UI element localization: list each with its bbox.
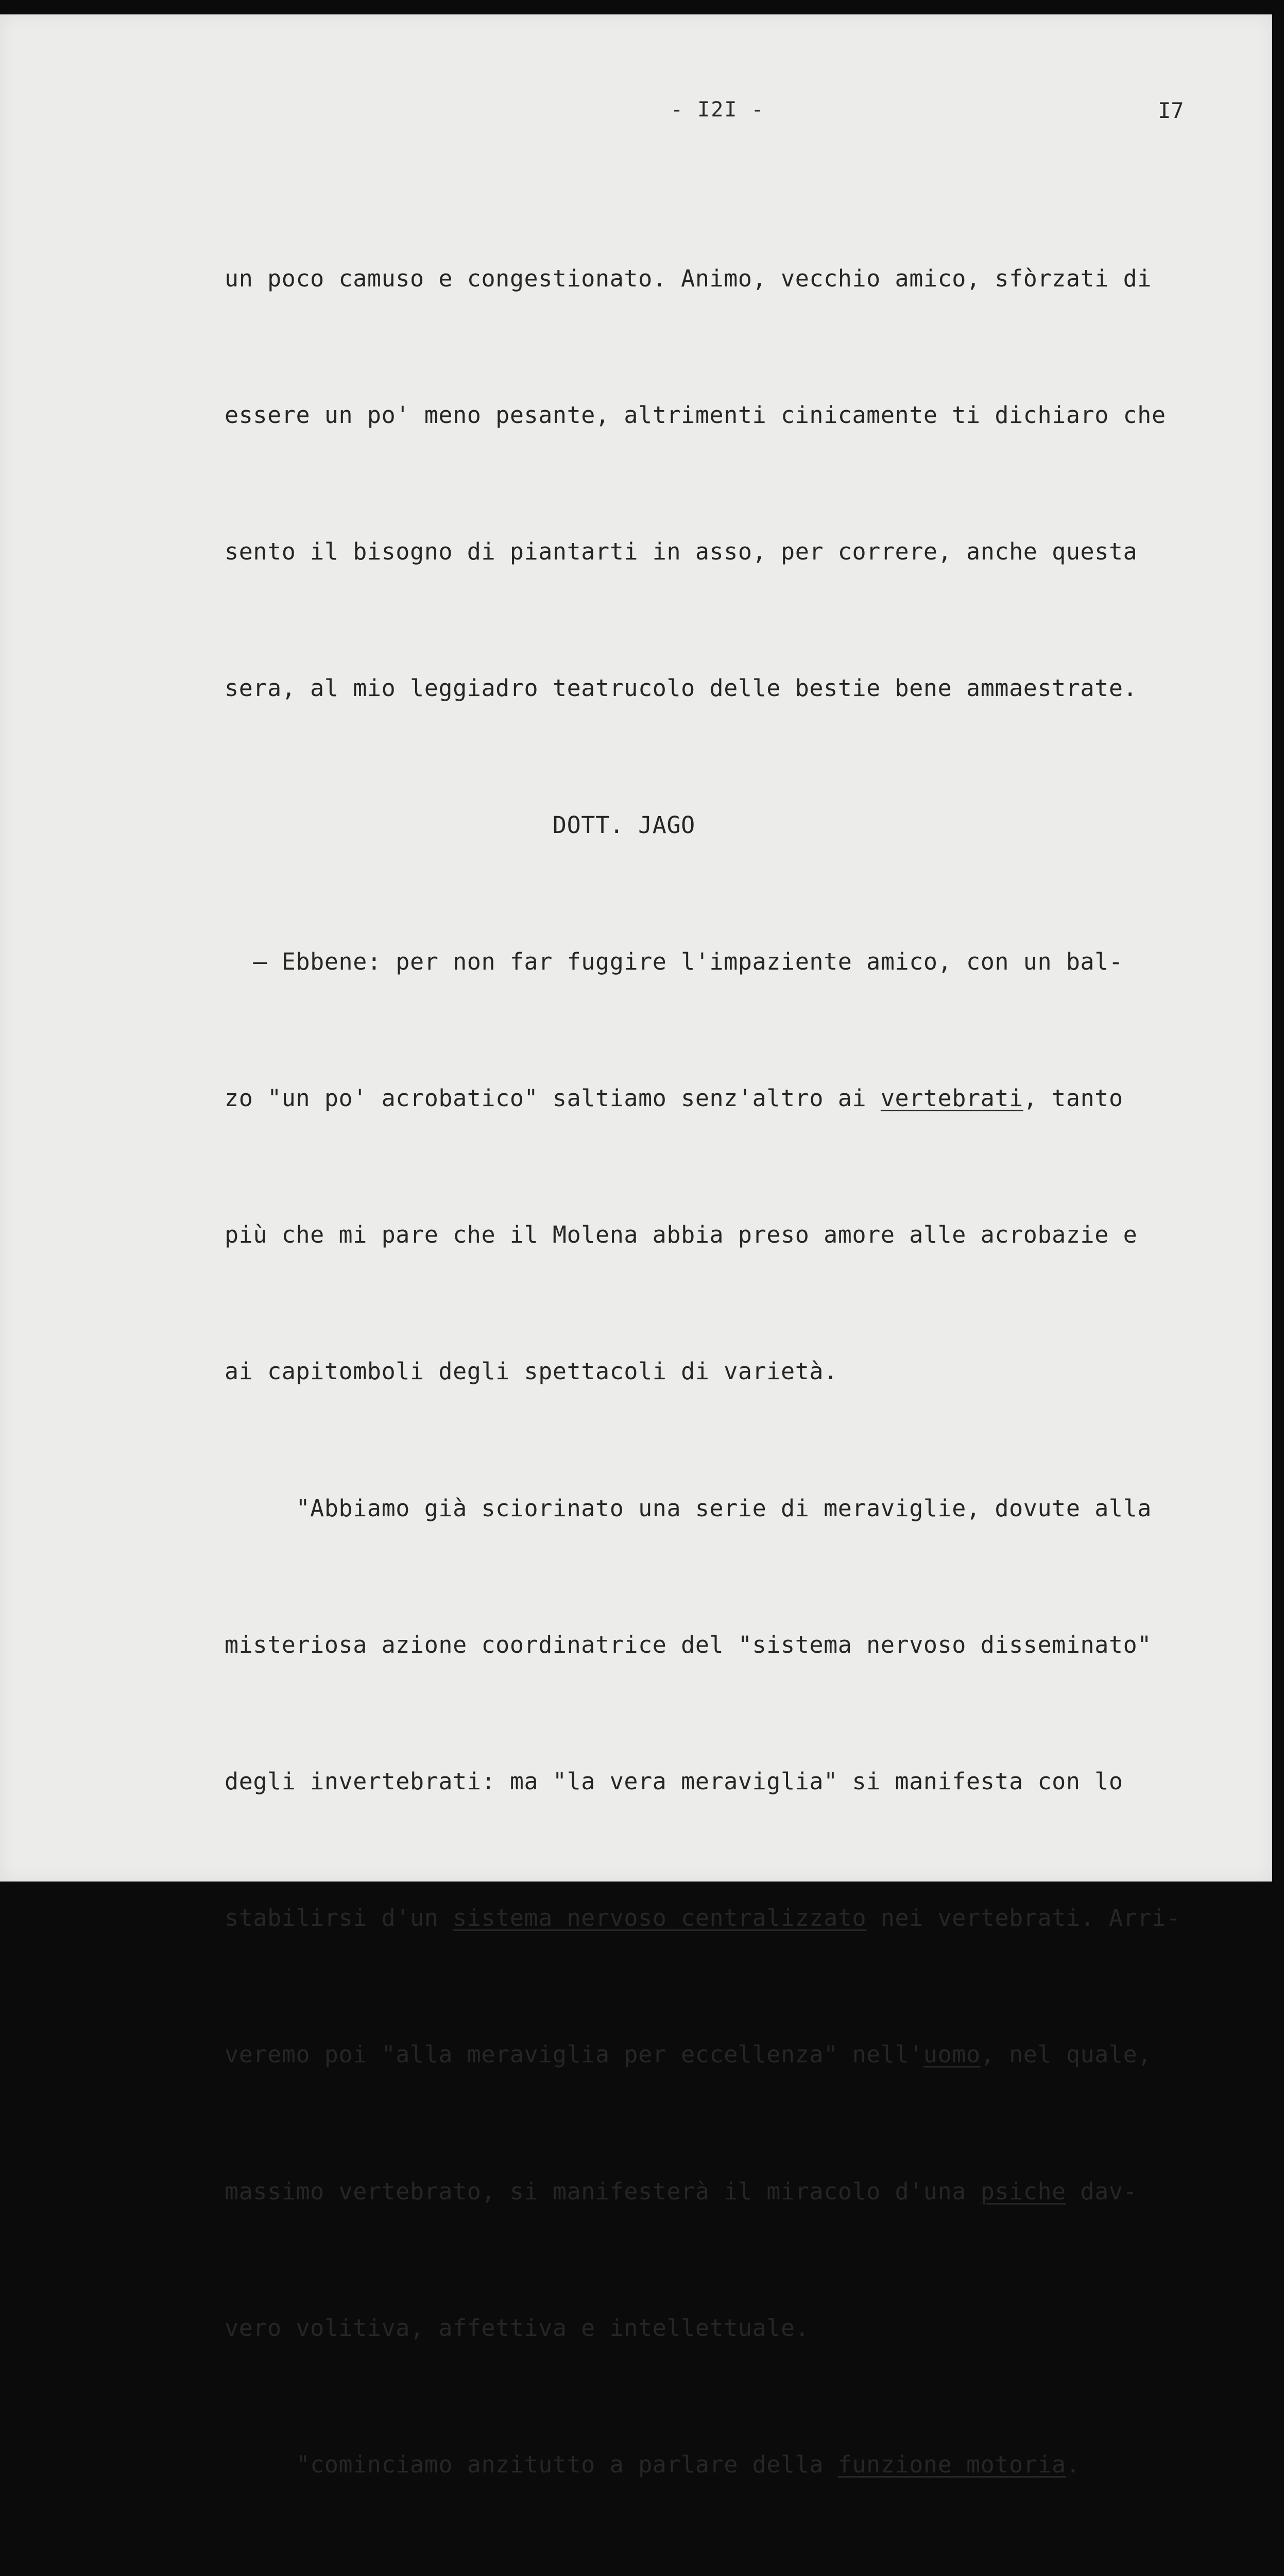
underlined-term: sistema nervoso centralizzato (453, 1904, 867, 1932)
speaker-name: DOTT. JAGO (225, 811, 695, 839)
scan-border (1272, 0, 1284, 1882)
text-line: sera, al mio leggiadro teatrucolo delle bestie bene ammaestrate. (225, 674, 1138, 702)
text-line: essere un po' meno pesante, altrimenti cinicamente ti dichiaro che (225, 401, 1166, 429)
page-number: I7 (1158, 98, 1184, 123)
typewritten-page (0, 14, 1272, 2479)
text-line: "cominciamo anzitutto a parlare della funzione motoria. (225, 2451, 1081, 2479)
text-line: zo "un po' acrobatico" saltiamo senz'altro ai vertebrati, tanto (225, 1084, 1123, 1112)
text-line: — Ebbene: per non far fuggire l'impaziente amico, con un bal- (225, 947, 1123, 975)
text-line: stabilirsi d'un sistema nervoso centralizzato nei vertebrati. Arri- (225, 1904, 1180, 1932)
text-line: veremo poi "alla meraviglia per eccellenza" nell'uomo, nel quale, (225, 2041, 1152, 2069)
text-line: ai capitomboli degli spettacoli di varietà. (225, 1358, 838, 1385)
body-text (225, 165, 1275, 2576)
text-line: più che mi pare che il Molena abbia preso amore alle acrobazie e (225, 1221, 1138, 1249)
text-line: sento il bisogno di piantarti in asso, per correre, anche questa (225, 538, 1138, 566)
page-number-roman: - I2I - (671, 98, 765, 122)
underlined-term: psiche (980, 2177, 1066, 2205)
text-line: vero volitiva, affettiva e intellettuale. (225, 2314, 810, 2342)
text-line: misteriosa azione coordinatrice del "sistema nervoso disseminato" (225, 1631, 1152, 1658)
text-line: "Abbiamo già sciorinato una serie di meraviglie, dovute alla (225, 1494, 1152, 1522)
text-line: massimo vertebrato, si manifesterà il miracolo d'una psiche dav- (225, 2177, 1138, 2205)
underlined-term: uomo (923, 2041, 981, 2069)
text-line: degli invertebrati: ma "la vera meraviglia" si manifesta con lo (225, 1768, 1123, 1795)
text-line: un poco camuso e congestionato. Animo, vecchio amico, sfòrzati di (225, 264, 1152, 292)
underlined-term: vertebrati (880, 1084, 1023, 1112)
underlined-term: funzione motoria (837, 2451, 1066, 2479)
